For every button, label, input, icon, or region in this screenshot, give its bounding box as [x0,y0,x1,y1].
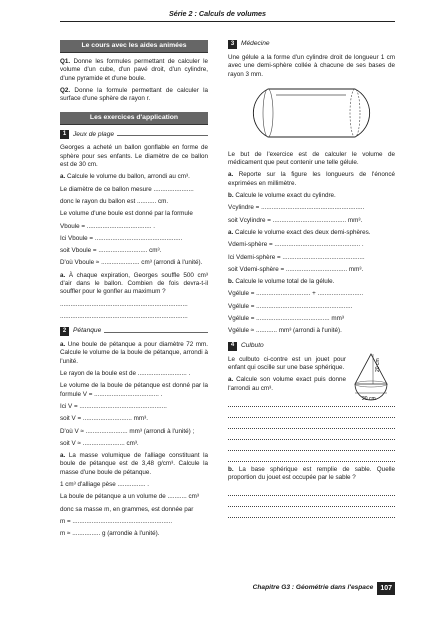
exercise-line: D'où Vboule ≈ ...................... cm³ (arrondi à l'unité). [60,259,203,267]
series-title: Série 2 : Calculs de volumes [168,9,267,18]
exercise-line: La boule de pétanque a un volume de ........... cm³ [60,493,199,501]
exercise-line: Le volume de la boule de pétanque est donné par la formule V = ..................................... . [60,382,208,398]
exercises-band: Les exercices d'application [60,112,208,125]
exercise-4-intro: Le culbuto ci-contre est un jouet pour enfant qui oscille sur une base sphérique. [228,355,346,371]
exercise-line: ......................................................................... [60,300,188,308]
exercise-line: Vgélule = .......................................... mm³ [228,315,344,323]
header-divider [60,21,395,22]
exercise-3-body [228,151,395,336]
exercise-line: m = ......................................................... [60,517,173,525]
exercise-line: a. À chaque expiration, Georges souffle 500 cm³ d'air dans le ballon. Combien de fois devra-t-il souffler pour le gonfler au maximum ? [60,271,208,296]
chapter-title: Chapitre G3 : Géométrie dans l'espace [252,584,374,592]
question-q2: Q2. Donne la formule permettant de calculer la surface d'une sphère de rayon r. [60,86,208,103]
capsule-outline [253,89,369,137]
exercise-line: Vgélule ≈ ............ mm³ (arrondi à l'unité). [228,327,342,335]
exercise-2-body [60,341,208,538]
exercise-number: 4 [228,342,237,351]
exercise-3-header [228,40,395,49]
culbuto-cone [355,354,387,384]
exercise-1-body [60,144,208,321]
exercise-line: Vgélule = ....................................................... [228,302,353,310]
exercise-line: Ici Vdemi-sphère = ............................................... [228,253,365,261]
question-q1: Q1. Donne les formules permettant de calculer le volume d'un cube, d'un pavé droit, d'un cylindre, d'une pyramide et d'une boule. [60,57,208,82]
exercise-line: soit V ≈ ........................ cm³. [60,439,139,447]
exercise-line: b. Calcule le volume total de la gélule. [228,278,335,286]
exercise-line: soit Vboule = ............................ cm³. [60,247,162,255]
capsule-right-base [350,89,360,137]
title-rule [117,135,208,136]
exercise-number: 3 [228,40,237,49]
exercise-line: 1 cm³ d'alliage pèse ................ . [60,481,150,489]
exercise-line: Vcylindre = ........................................................... [228,204,365,212]
exercise-line: Le rayon de la boule est de ............................ . [60,370,191,378]
answer-lines-b [228,486,395,518]
exercise-title: Médecine [241,40,270,48]
exercise-line: Le diamètre de ce ballon mesure ....................... [60,185,194,193]
answer-line[interactable] [228,430,395,440]
exercise-line: Le volume d'une boule est donné par la formule [60,210,193,218]
exercise-line: donc sa masse m, en grammes, est donnée par [60,505,194,513]
exercise-2-header [60,327,208,336]
exercise-line: a. Calcule le volume exact des deux demi-sphères. [228,228,371,236]
exercise-line: Vgélule = ............................... + .......................... [228,290,364,298]
exercise-line: soit V = ............................ mm³. [60,415,148,423]
exercise-line: soit Vdemi-sphère = ................................... mm³. [228,265,364,273]
exercise-line: Ici V = .................................................. [60,402,167,410]
exercise-line: ......................................................................... [60,312,188,320]
exercise-line: Ici Vboule = .................................................. [60,234,183,242]
exercise-line: Le but de l'exercice est de calculer le volume de médicament que peut contenir une telle gélule. [228,150,395,167]
capsule-figure [228,83,395,143]
culbuto-figure [347,350,395,410]
answer-line[interactable] [228,508,395,518]
width-label: 20 cm [362,395,376,402]
exercise-title: Culbuto [241,341,264,349]
exercise-line: a. Calcule le volume du ballon, arrondi au cm³. [60,173,190,181]
exercise-4-body [228,355,395,402]
exercise-4-question-b: b. La base sphérique est remplie de sable. Quelle proportion du jouet est occupée par le sable ? [228,465,395,482]
exercise-line: Vdemi-sphère = ................................................. . [228,241,364,249]
title-rule [104,332,208,333]
exercise-1-header [60,130,208,139]
answer-line[interactable] [228,497,395,507]
right-column [228,40,395,519]
exercise-line: D'où V ≈ ........................ mm³ (arrondi à l'unité) ; [60,427,195,435]
exercise-line: a. Reporte sur la figure les longueurs de l'énoncé exprimées en millimètre. [228,171,395,187]
height-label: 20 cm [375,358,381,372]
capsule-left-base [263,89,273,137]
exercise-number: 1 [60,130,69,139]
exercise-line: soit Vcylindre = .......................................... mm³. [228,216,363,224]
answer-line[interactable] [228,486,395,496]
page-number: 107 [377,582,395,595]
exercise-title: Jeux de plage [73,130,115,138]
exercise-title: Pétanque [73,327,102,335]
exercise-line: a. Une boule de pétanque a pour diamètre 72 mm. Calcule le volume de la boule de pétanque, arrondi à l'unité. [60,341,208,365]
exercise-line: Georges a acheté un ballon gonflable en forme de sphère pour ses enfants. Le diamètre de ce ballon est de 30 cm. [60,144,208,169]
answer-line[interactable] [228,452,395,462]
exercise-line: b. Calcule le volume exact du cylindre. [228,192,336,200]
exercise-line: Vboule = ..................................... . [60,222,156,230]
page-footer [235,582,395,595]
exercise-4-question-a: a. Calcule son volume exact puis donne l'arrondi au cm³. [228,376,346,392]
exercise-line: m ≈ ................ g (arrondie à l'unité). [60,530,160,538]
exercise-3-intro: Une gélule a la forme d'un cylindre droit de longueur 1 cm avec une demi-sphère collée à chacune de ses bases de rayon 3 mm. [228,54,395,78]
answer-line[interactable] [228,419,395,429]
exercise-line: donc le rayon du ballon est ........... cm. [60,197,169,205]
left-column [60,40,208,543]
answer-line[interactable] [228,441,395,451]
exercise-number: 2 [60,327,69,336]
exercise-line: a. La masse volumique de l'alliage constituant la boule de pétanque est de 3,48 g/cm³. Calcule la masse d'une boule de pétanque. [60,452,208,476]
course-band: Le cours avec les aides animées [60,40,208,53]
